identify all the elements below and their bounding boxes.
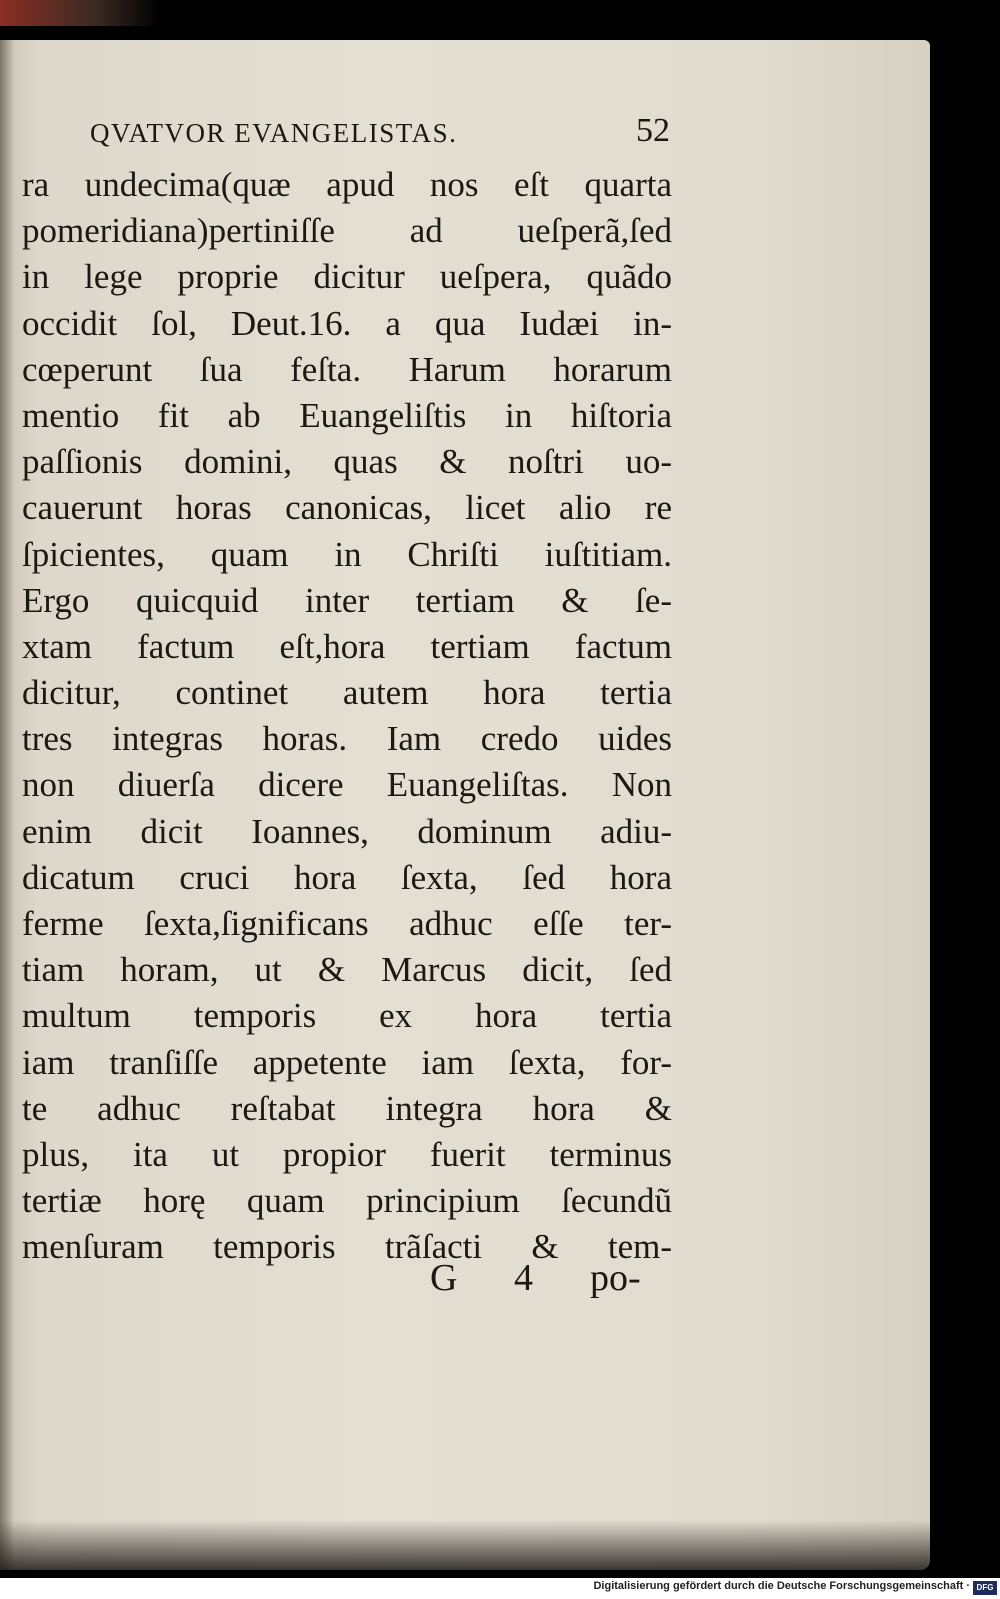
signature-number: 4 <box>514 1257 533 1299</box>
text-line: cauerunt horas canonicas, licet alio re <box>22 488 672 528</box>
running-head-title: QVATVOR EVANGELISTAS. <box>90 118 458 148</box>
catchword: po- <box>590 1257 641 1299</box>
text-line: mentio fit ab Euangeliſtis in hiſtoria <box>22 395 672 435</box>
text-line: xtam factum eſt,hora tertiam factum <box>22 626 672 666</box>
text-line: cœperunt ſua feſta. Harum horarum <box>22 349 672 389</box>
signature-line <box>430 1256 660 1306</box>
text-line: in lege proprie dicitur ueſpera, quãdo <box>22 257 672 297</box>
gutter-shadow <box>0 40 14 1570</box>
text-line: non diuerſa dicere Euangeliſtas. Non <box>22 765 672 805</box>
text-line: ſpicientes, quam in Chriſti iuſtitiam. <box>22 534 672 574</box>
text-line: ra undecima(quæ apud nos eſt quarta <box>22 165 672 204</box>
text-line: multum temporis ex hora tertia <box>22 996 672 1036</box>
signature-mark: G <box>430 1257 458 1299</box>
funding-credit: Digitalisierung gefördert durch die Deutsche Forschungsgemeinschaft · <box>593 1580 970 1592</box>
text-line: te adhuc reſtabat integra hora & <box>22 1088 672 1128</box>
body-text <box>22 162 672 1271</box>
text-line: tiam horam, ut & Marcus dicit, ſed <box>22 950 672 990</box>
text-line: iam tranſiſſe appetente iam ſexta, for- <box>22 1042 672 1082</box>
page-bottom-edge <box>0 1520 930 1570</box>
text-line: pomeridiana)pertiniſſe ad ueſperã,ſed <box>22 211 672 251</box>
text-line: occidit ſol, Deut.16. a qua Iudæi in- <box>22 303 672 343</box>
text-line: tres integras horas. Iam credo uides <box>22 719 672 759</box>
text-line: menſuram temporis trãſacti & tem- <box>22 1227 672 1267</box>
text-line: paſſionis domini, quas & noſtri uo- <box>22 442 672 482</box>
text-line: plus, ita ut propior fuerit terminus <box>22 1134 672 1174</box>
text-line: tertiæ horę quam principium ſecundũ <box>22 1181 672 1221</box>
binding-edge <box>0 0 160 26</box>
running-head <box>90 112 670 158</box>
folio-number: 52 <box>636 112 670 149</box>
text-line: Ergo quicquid inter tertiam & ſe- <box>22 580 672 620</box>
text-line: enim dicit Ioannes, dominum adiu- <box>22 811 672 851</box>
text-line: dicatum cruci hora ſexta, ſed hora <box>22 857 672 897</box>
text-line: dicitur, continet autem hora tertia <box>22 673 672 713</box>
dfg-logo-icon: DFG <box>973 1581 997 1595</box>
footer-credit-bar <box>0 1578 1000 1599</box>
text-line: ferme ſexta,ſignificans adhuc eſſe ter- <box>22 904 672 943</box>
